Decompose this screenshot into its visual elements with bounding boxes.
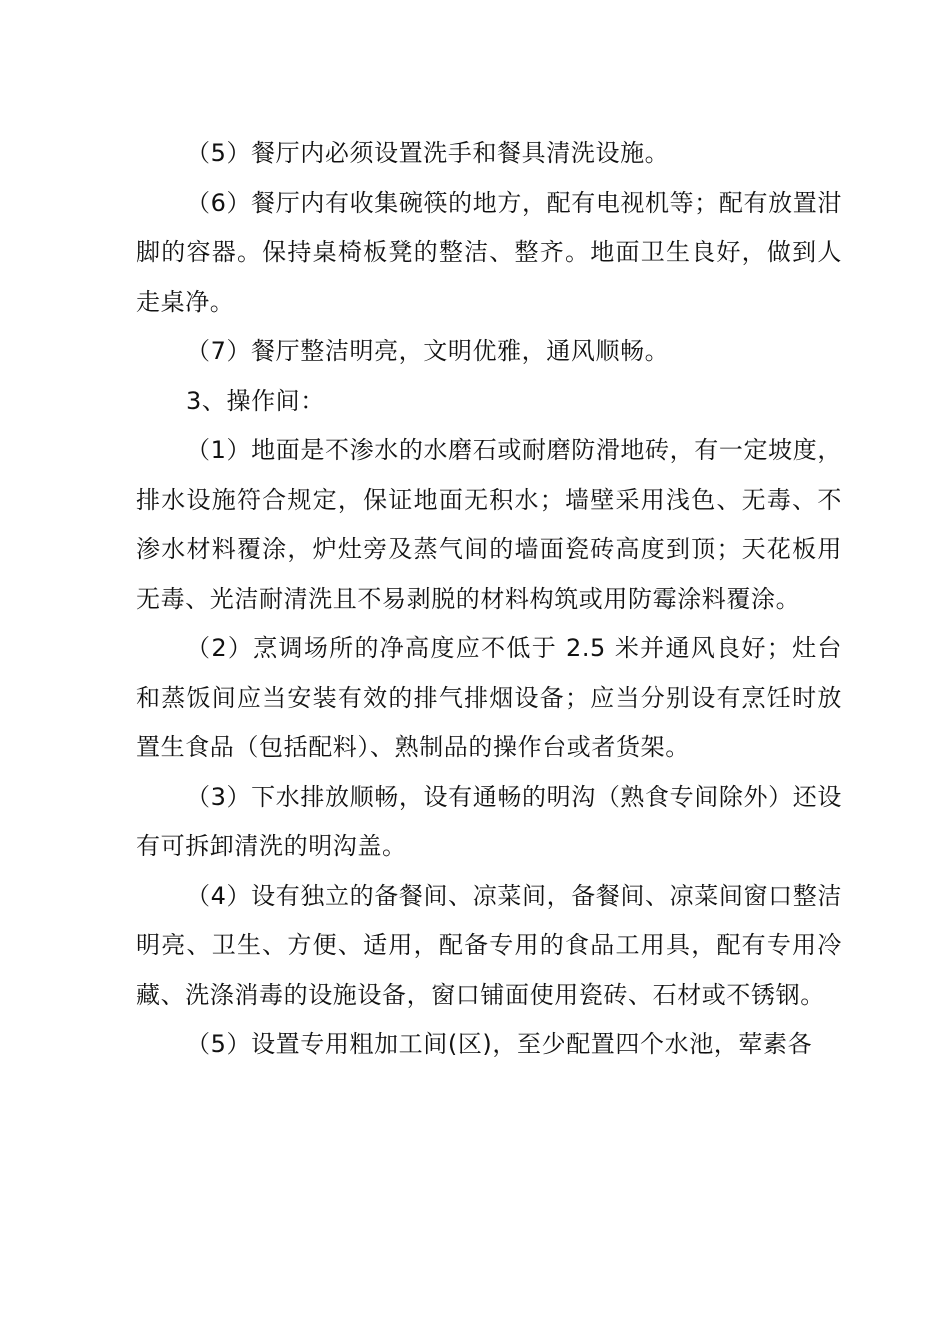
document-body (136, 129, 842, 1070)
paragraph-operation-3: （3）下水排放顺畅，设有通畅的明沟（熟食专间除外）还设有可拆卸清洗的明沟盖。 (136, 782, 842, 860)
paragraph-operation-1: （1）地面是不渗水的水磨石或耐磨防滑地砖，有一定坡度，排水设施符合规定，保证地面无积水；墙壁采用浅色、无毒、不渗水材料覆涂，炉灶旁及蒸气间的墙面瓷砖高度到顶；天花板用无毒、光洁耐清洗且不易剥脱的材料构筑或用防霉涂料覆涂。 (136, 436, 842, 613)
section-heading-operation-room: 3、操作间： (186, 386, 325, 415)
paragraph-operation-2: （2）烹调场所的净高度应不低于 2.5 米并通风良好；灶台和蒸饭间应当安装有效的排气排烟设备；应当分别设有烹饪时放置生食品（包括配料）、熟制品的操作台或者货架。 (136, 634, 842, 761)
paragraph-dining-5: （5）餐厅内必须设置洗手和餐具清洗设施。 (186, 139, 670, 167)
paragraph-dining-6: （6）餐厅内有收集碗筷的地方，配有电视机等；配有放置泔脚的容器。保持桌椅板凳的整洁、整齐。地面卫生良好，做到人走桌净。 (136, 188, 842, 316)
paragraph-dining-7: （7）餐厅整洁明亮，文明优雅，通风顺畅。 (186, 337, 670, 365)
paragraph-operation-5: （5）设置专用粗加工间(区)，至少配置四个水池，荤素各 (186, 1030, 813, 1058)
paragraph-operation-4: （4）设有独立的备餐间、凉菜间，备餐间、凉菜间窗口整洁明亮、卫生、方便、适用，配备专用的食品工用具，配有专用冷藏、洗涤消毒的设施设备，窗口铺面使用瓷砖、石材或不锈钢。 (136, 881, 842, 1009)
